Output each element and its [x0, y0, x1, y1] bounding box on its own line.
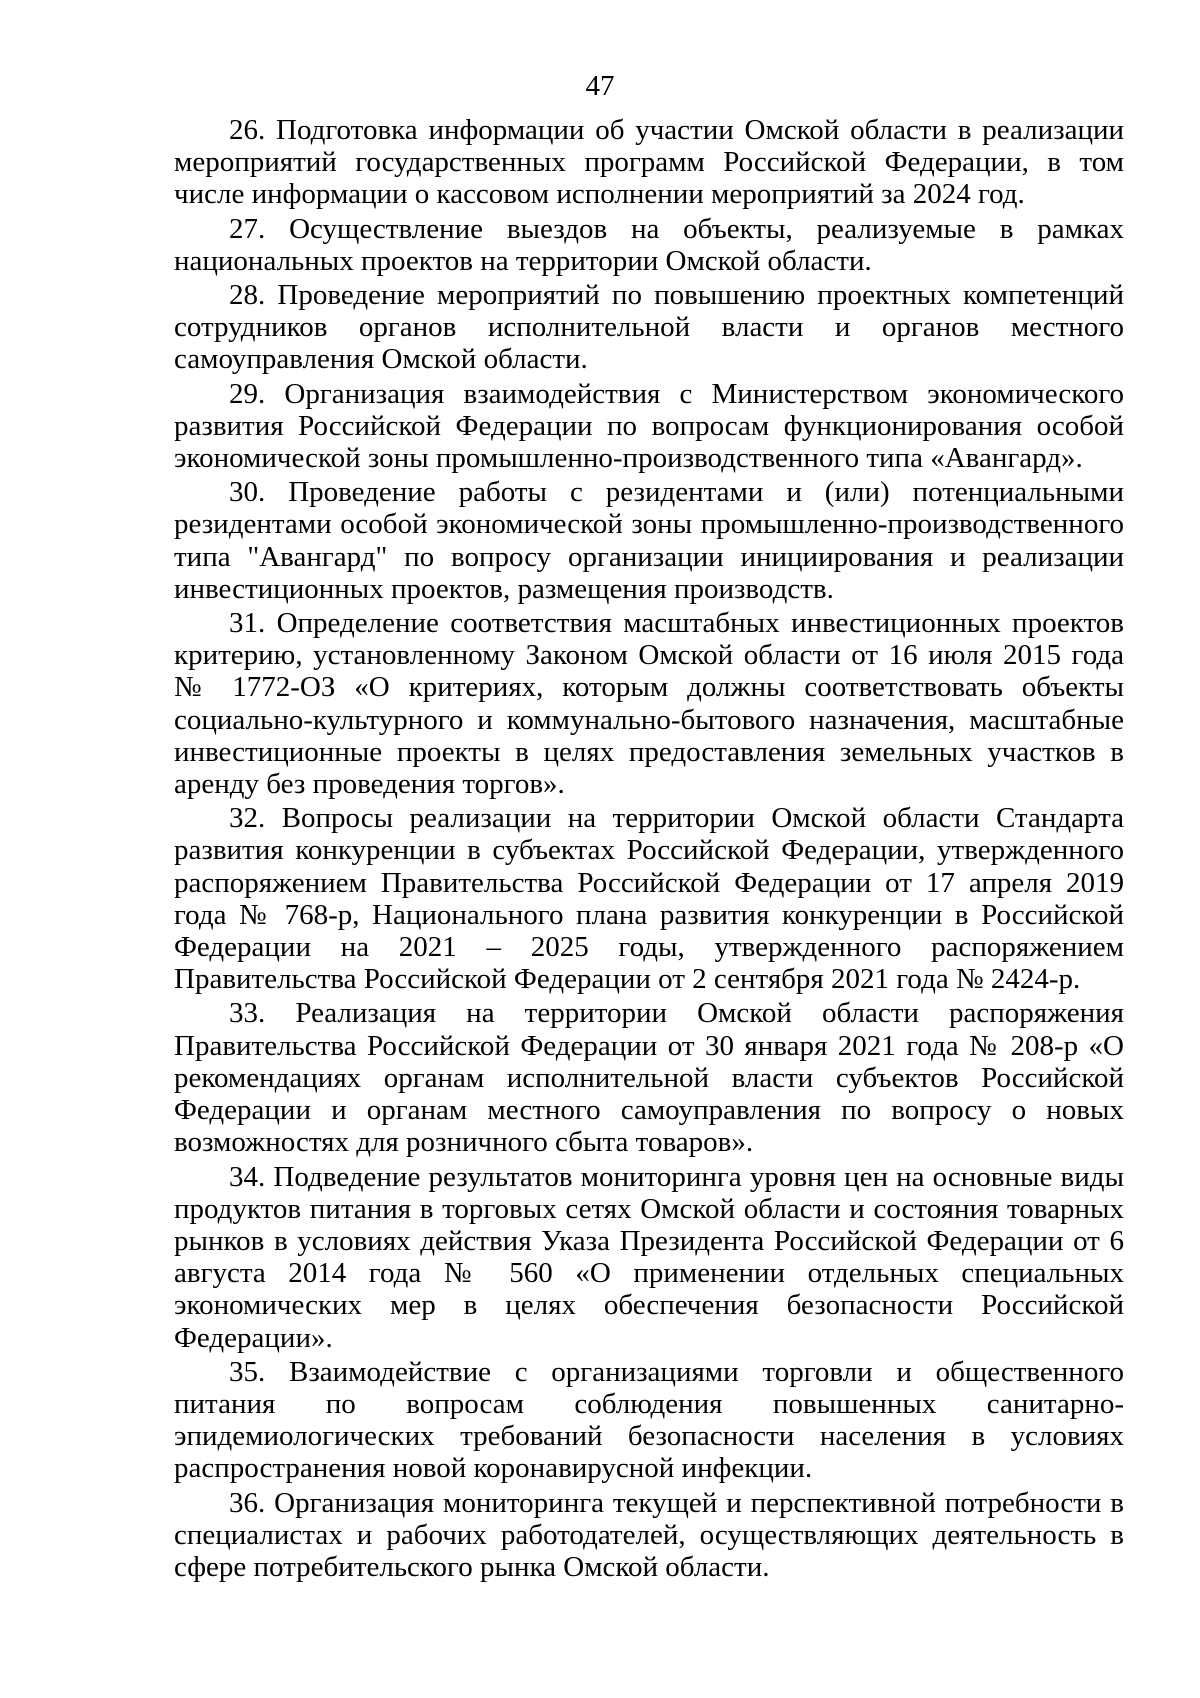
paragraph-item-33: 33. Реализация на территории Омской области распоряжения Правительства Российской Федерации от 30 января 2021 года № 208-р «О рекомендациях органам исполнительной власти субъектов Российской Федерации и органам местного самоуправления по вопросу о новых возможностях для розничного сбыта товаров». — [174, 997, 1124, 1159]
paragraph-item-34: 34. Подведение результатов мониторинга уровня цен на основные виды продуктов питания в торговых сетях Омской области и состояния товарных рынков в условиях действия Указа Президента Российской Федерации от 6 августа 2014 года № 560 «О применении отдельных специальных экономических мер в целях обеспечения безопасности Российской Федерации». — [174, 1160, 1124, 1354]
paragraph-item-26: 26. Подготовка информации об участии Омской области в реализации мероприятий государственных программ Российской Федерации, в том числе информации о кассовом исполнении мероприятий за 2024 год. — [174, 114, 1124, 211]
paragraph-item-32: 32. Вопросы реализации на территории Омской области Стандарта развития конкуренции в субъектах Российской Федерации, утвержденного распоряжением Правительства Российской Федерации от 17 апреля 2019 года № 768-р, Национального плана развития конкуренции в Российской Федерации на 2021 – 2025 годы, утвержденного распоряжением Правительства Российской Федерации от 2 сентября 2021 года № 2424-р. — [174, 802, 1124, 996]
paragraph-item-27: 27. Осуществление выездов на объекты, реализуемые в рамках национальных проектов на территории Омской области. — [174, 212, 1124, 277]
page-number: 47 — [585, 70, 615, 102]
paragraph-item-31: 31. Определение соответствия масштабных инвестиционных проектов критерию, установленному Законом Омской области от 16 июля 2015 года № 1772-ОЗ «О критериях, которым должны соответствовать объекты социально-культурного и коммунально-бытового назначения, масштабные инвестиционные проекты в целях предоставления земельных участков в аренду без проведения торгов». — [174, 607, 1124, 801]
paragraph-item-30: 30. Проведение работы с резидентами и (или) потенциальными резидентами особой экономической зоны промышленно-производственного типа "Авангард" по вопросу организации инициирования и реализации инвестиционных проектов, размещения производств. — [174, 476, 1124, 605]
paragraph-item-29: 29. Организация взаимодействия с Министерством экономического развития Российской Федерации по вопросам функционирования особой экономической зоны промышленно-производственного типа «Авангард». — [174, 377, 1124, 475]
paragraph-item-28: 28. Проведение мероприятий по повышению проектных компетенций сотрудников органов исполнительной власти и органов местного самоуправления Омской области. — [174, 279, 1124, 376]
paragraph-item-36: 36. Организация мониторинга текущей и перспективной потребности в специалистах и рабочих работодателей, осуществляющих деятельность в сфере потребительского рынка Омской области. — [174, 1486, 1124, 1583]
page-content — [174, 114, 1124, 1585]
paragraph-item-35: 35. Взаимодействие с организациями торговли и общественного питания по вопросам соблюдения повышенных санитарно-эпидемиологических требований безопасности населения в условиях распространения новой коронавирусной инфекции. — [174, 1355, 1124, 1485]
